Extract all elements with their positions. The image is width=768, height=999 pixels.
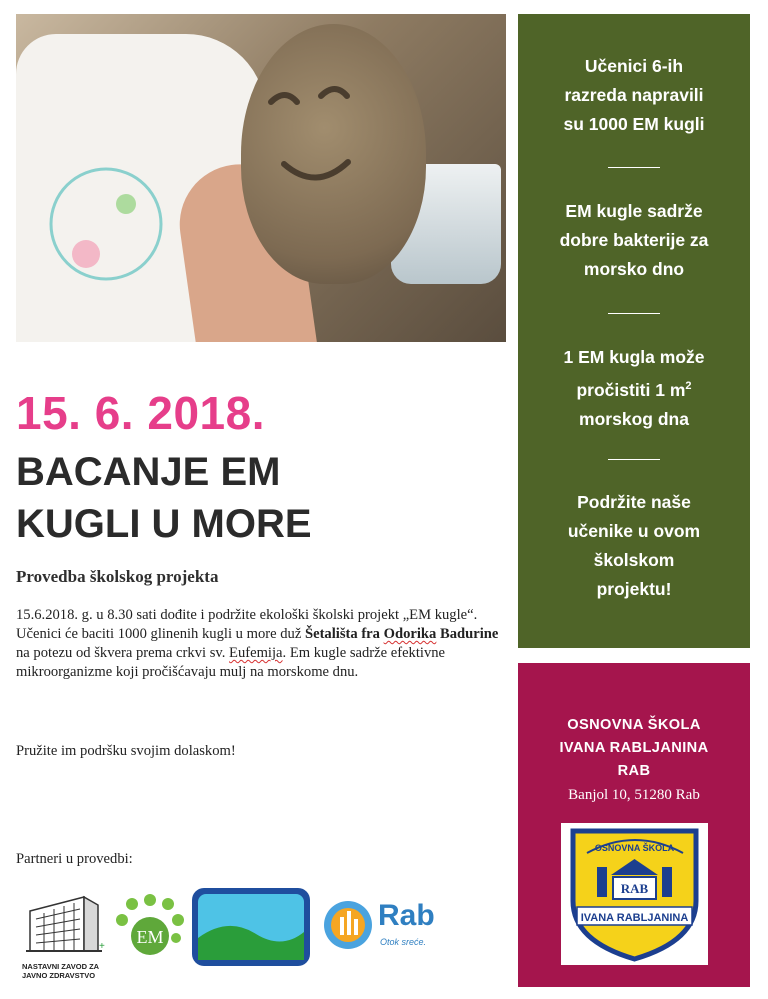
rab-tagline: Otok sreće. xyxy=(380,937,427,947)
wave-icon xyxy=(190,886,312,968)
fact-4: Podržite naše učenike u ovom školskom projektu! xyxy=(567,492,701,599)
clay-face xyxy=(16,14,506,342)
school-panel xyxy=(518,663,750,987)
desc-part-3: . Em kugle sadrže efektivne mikroorganizme koji pročišćavaju mulj na morskome dnu. xyxy=(16,645,446,680)
rab-logo-text: Rab xyxy=(378,899,435,932)
school-crest xyxy=(561,823,708,965)
em-logo-text: EM xyxy=(136,927,164,947)
school-name: OSNOVNA ŠKOLA IVANA RABLJANINA RAB xyxy=(559,717,709,779)
event-date: 15. 6. 2018. xyxy=(16,387,265,439)
separator xyxy=(608,459,660,460)
blue-wave-logo xyxy=(190,886,312,968)
separator xyxy=(608,313,660,314)
desc-street-a: Šetališta fra xyxy=(304,626,384,642)
fact-1: Učenici 6-ih razreda napravili su 1000 EM kugli xyxy=(563,56,705,134)
school-address: Banjol 10, 51280 Rab xyxy=(568,787,700,803)
facts-panel xyxy=(518,14,750,648)
em-dots-icon xyxy=(114,890,186,962)
headline-line-2: KUGLI U MORE xyxy=(16,502,312,546)
desc-part-1: 15.6.2018. g. u 8.30 sati dođite i podržite ekološki školski projekt „EM kugle“. Učenici će baciti 1000 glinenih kugli u more duž xyxy=(16,607,478,642)
separator xyxy=(608,167,660,168)
nzjz-line-1: NASTAVNI ZAVOD ZA xyxy=(22,962,100,971)
hero-photo xyxy=(16,14,506,342)
svg-text:+: + xyxy=(99,941,105,952)
desc-street-b: Odorika xyxy=(383,626,437,642)
headline-line-1: BACANJE EM xyxy=(16,450,281,494)
event-description xyxy=(16,606,501,682)
rab-emblem-icon xyxy=(322,897,374,953)
crest-shield-icon xyxy=(561,823,708,965)
crest-mid-text: RAB xyxy=(620,881,649,896)
crest-top-text: OSNOVNA ŠKOLA xyxy=(594,843,675,853)
em-logo xyxy=(114,890,186,962)
crest-bottom-text: IVANA RABLJANINA xyxy=(580,912,689,924)
event-headline xyxy=(16,446,456,550)
fact-3: 1 EM kugla može pročistiti 1 $m^2$ morskog dna xyxy=(563,347,705,429)
desc-street-c: Badurine xyxy=(436,626,499,642)
nzjz-line-2: JAVNO ZDRAVSTVO xyxy=(22,971,96,980)
desc-church-name: Eufemija xyxy=(229,645,283,661)
nzjz-logo xyxy=(22,893,106,983)
partners-label: Partneri u provedbi: xyxy=(16,851,133,867)
fact-2: EM kugle sadrže dobre bakterije za morsko dno xyxy=(559,201,709,279)
subheading: Provedba školskog projekta xyxy=(16,567,219,586)
support-line: Pružite im podršku svojim dolaskom! xyxy=(16,743,236,759)
rab-tourism-logo xyxy=(322,897,462,957)
desc-part-2: na potezu od škvera prema crkvi sv. xyxy=(16,645,230,661)
building-icon xyxy=(22,893,106,955)
